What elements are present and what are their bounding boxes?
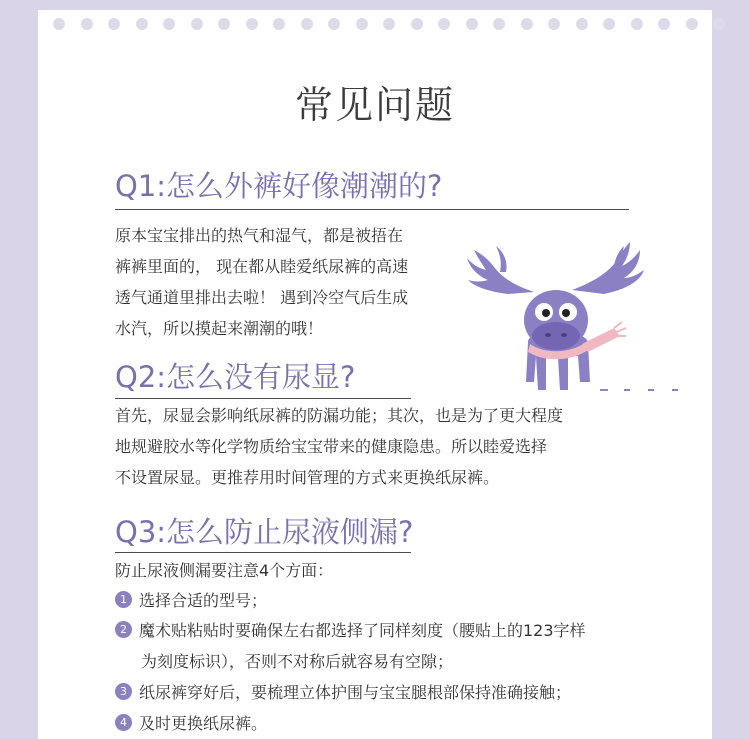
decorative-dot xyxy=(136,18,148,30)
page-title: 常见问题 xyxy=(294,83,455,127)
answer-2-line: 不设置尿显。更推荐用时间管理的方式来更换纸尿裤。 xyxy=(115,468,500,487)
decorative-dot xyxy=(81,18,93,30)
tip-text-continued: 为刻度标识），否则不对称后就容易有空隙； xyxy=(141,652,454,671)
decorative-dot xyxy=(301,18,313,30)
question-3-heading: Q3:怎么防止尿液侧漏? xyxy=(115,515,414,549)
decorative-dot xyxy=(686,18,698,30)
decorative-dot xyxy=(603,18,615,30)
moose-illustration xyxy=(464,232,694,392)
decorative-dot xyxy=(493,18,505,30)
number-badge-icon: 2 xyxy=(115,621,132,638)
number-badge-icon: 3 xyxy=(115,683,132,700)
answer-1-line: 水汽，所以摸起来潮潮的哦！ xyxy=(115,319,324,338)
decorative-dot xyxy=(631,18,643,30)
tip-text: 选择合适的型号； xyxy=(139,591,268,610)
decorative-dot xyxy=(466,18,478,30)
decorative-dot xyxy=(218,18,230,30)
decorative-dot xyxy=(658,18,670,30)
question-2-heading: Q2:怎么没有尿显? xyxy=(115,360,356,394)
decorative-dot xyxy=(383,18,395,30)
tip-text: 纸尿裤穿好后，要梳理立体护围与宝宝腿根部保持准确接触； xyxy=(139,683,572,702)
decorative-dot xyxy=(411,18,423,30)
tip-text: 及时更换纸尿裤。 xyxy=(139,714,268,733)
decorative-dot-row xyxy=(38,18,712,30)
answer-2-line: 首先，尿显会影响纸尿裤的防漏功能；其次，也是为了更大程度 xyxy=(115,406,564,425)
decorative-dot xyxy=(576,18,588,30)
decorative-dot xyxy=(713,18,725,30)
decorative-dot xyxy=(273,18,285,30)
decorative-dot xyxy=(53,18,65,30)
answer-3-intro: 防止尿液侧漏要注意4个方面： xyxy=(115,561,334,580)
number-badge-icon: 1 xyxy=(115,591,132,608)
decorative-dot xyxy=(246,18,258,30)
question-1-rule xyxy=(115,209,629,210)
question-3-rule xyxy=(115,552,411,553)
faq-card xyxy=(38,10,712,739)
question-1-heading: Q1:怎么外裤好像潮潮的? xyxy=(115,169,443,203)
tip-item xyxy=(115,585,267,616)
tip-item xyxy=(115,677,571,708)
question-2-rule xyxy=(115,398,411,399)
number-badge-icon: 4 xyxy=(115,714,132,731)
tip-item xyxy=(115,615,586,646)
answer-2-line: 地规避胶水等化学物质给宝宝带来的健康隐患。所以睦爱选择 xyxy=(115,437,548,456)
decorative-dot xyxy=(548,18,560,30)
answer-1-line: 裤裤里面的， 现在都从睦爱纸尿裤的高速 xyxy=(115,257,409,276)
decorative-dot xyxy=(108,18,120,30)
tip-item xyxy=(115,708,267,739)
answer-1-line: 原本宝宝排出的热气和湿气，都是被捂在 xyxy=(115,226,404,245)
decorative-dot xyxy=(356,18,368,30)
tip-text: 魔术贴粘贴时要确保左右都选择了同样刻度（腰贴上的123字样 xyxy=(139,621,586,640)
answer-2 xyxy=(115,400,563,493)
decorative-dot xyxy=(328,18,340,30)
decorative-dot xyxy=(521,18,533,30)
decorative-dot xyxy=(191,18,203,30)
decorative-dot xyxy=(438,18,450,30)
decorative-dot xyxy=(163,18,175,30)
answer-1-line: 透气通道里排出去啦！ 遇到冷空气后生成 xyxy=(115,288,409,307)
answer-1 xyxy=(115,220,408,344)
